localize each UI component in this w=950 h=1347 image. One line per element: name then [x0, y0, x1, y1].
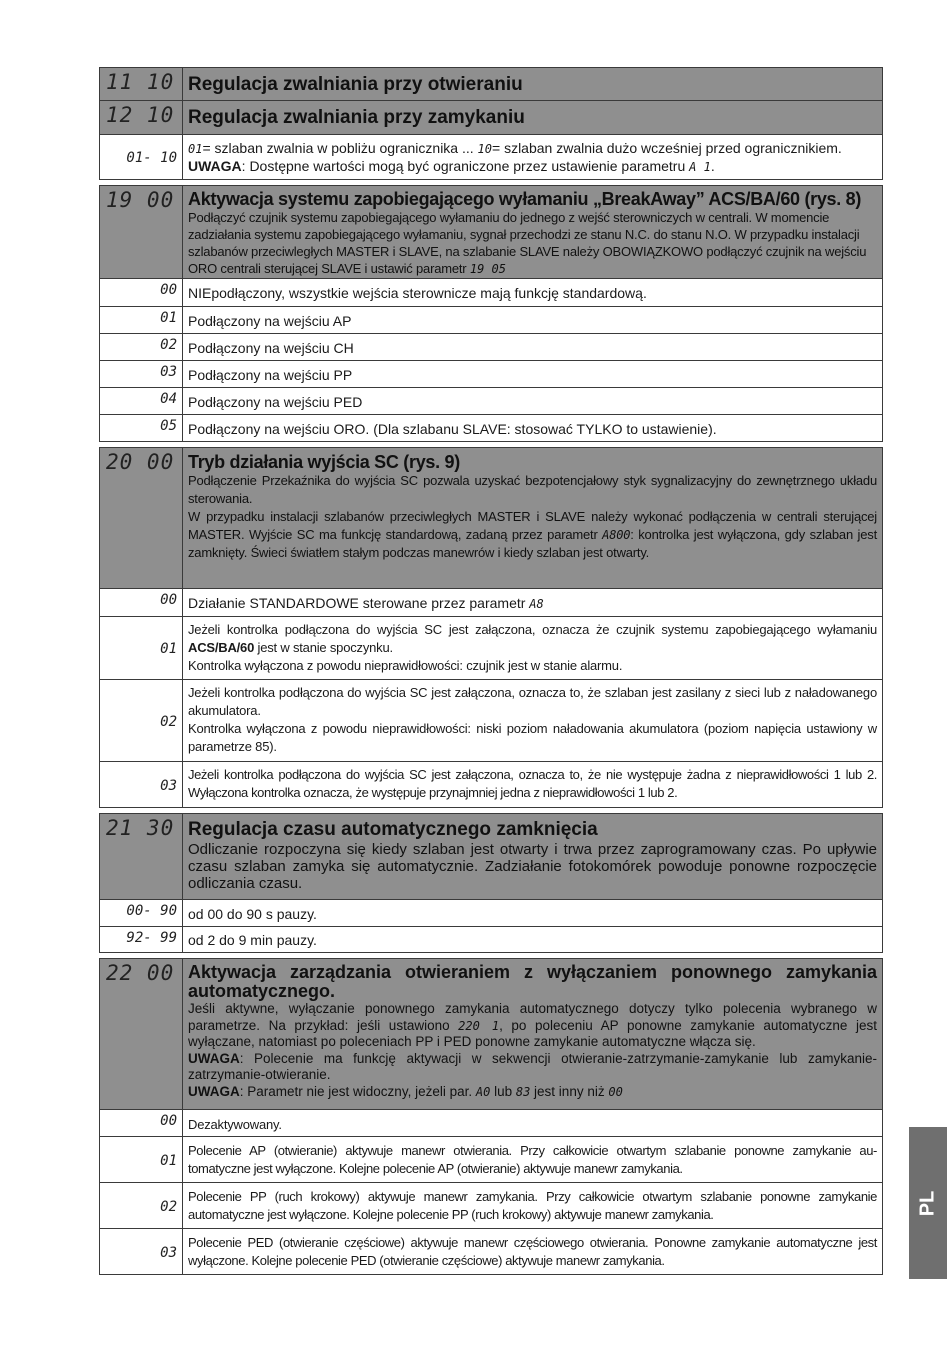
param-value-row: 01 Jeżeli kontrolka podłączona do wyjścia SC jest załączona, oznacza że czujnik systemu zapobiegającego wyłamaniu ACS/BA/60 jest w stanie spoczynku. Kontrolka wyłączona z powodu nieprawidłowości: czujnik jest w stanie alarmu.: [99, 617, 883, 680]
param-code: 11 10: [100, 68, 183, 100]
param-row-21: [99, 813, 883, 900]
param-title: Regulacja zwalniania przy zamykaniu: [188, 107, 525, 128]
param-title: Regulacja czasu automatycznego zamknięcia: [188, 819, 598, 840]
param-value-row: 00 Dezaktywowany.: [99, 1110, 883, 1137]
param-row-11: [99, 67, 883, 101]
param-title: Aktywacja zarządzania otwieraniem z wyłączaniem ponownego zamykania automatycznego.: [188, 962, 877, 1001]
param-value-row: 00- 90 od 00 do 90 s pauzy.: [99, 900, 883, 927]
value-description: 01= szlaban zwalnia w pobliżu ogranicznika ... 10= szlaban zwalnia dużo wcześniej przed ogranicznikiem. UWAGA: Dostępne wartości mogą być ograniczone przez ustawienie parametru A 1.: [188, 140, 842, 174]
param-title: Tryb działania wyjścia SC (rys. 9): [188, 452, 460, 472]
language-tab: [909, 1127, 947, 1279]
param-value-row: 02 Polecenie PP (ruch krokowy) aktywuje manewr zamykania. Przy całkowicie otwartym szlabanie ponowne zamykanie automatyczne jest wyłączone. Kolejne polecenie PP (ruch krokowy) aktywuje manewr zamykania.: [99, 1183, 883, 1229]
param-description: Jeśli aktywne, wyłączanie ponownego zamykania automatycznego dotyczy tylko polecenia wybranego w parametrze. Na przykład: jeśli ustawiono 220 1, po poleceniu AP ponowne zamykanie automatyczne jest wyłączane, natomiast po poleceniach PP i PED ponowne zamykanie automatyczne włącza się.: [188, 1001, 878, 1049]
param-row-19: 19 00 Aktywacja systemu zapobiegającego wyłamaniu „BreakAway” ACS/BA/60 (rys. 8) Podłączyć czujnik systemu zapobiegającego wyłamaniu do jednego z wejść sterowniczych w centrali. W momencie zadziałania systemu zapobiegającego wyłamaniu, sygnał przechodzi ze stanu N.C. do stanu N.O. W przypadku instalacji szlabanów przeciwległych MASTER i SLAVE, na szlabanie SLAVE należy OBOWIĄZKOWO podłączyć czujnik na wejściu ORO centrali sterującej SLAVE i ustawić parametr 19 05: [99, 185, 883, 279]
param-value-row: 03 Podłączony na wejściu PP: [99, 361, 883, 388]
warning-label: UWAGA: [188, 158, 242, 174]
param-value-row: 03 Polecenie PED (otwieranie częściowe) aktywuje manewr częściowego otwierania. Ponowne zamykanie automatyczne jest wyłączone. Kolejne polecenie PED (otwieranie częściowe) aktywuje manewr zamykania.: [99, 1229, 883, 1275]
param-value-row: [99, 135, 883, 180]
param-row-20: [99, 447, 883, 589]
warning-label: UWAGA: [188, 1083, 240, 1099]
value-code: 01- 10: [100, 135, 183, 179]
param-code: 12 10: [100, 101, 183, 134]
param-value-row: 92- 99 od 2 do 9 min pauzy.: [99, 927, 883, 953]
param-title: Regulacja zwalniania przy otwieraniu: [188, 74, 523, 95]
param-code: 22 00: [100, 959, 183, 1109]
param-code: 20 00: [100, 448, 183, 588]
param-value-row: 05 Podłączony na wejściu ORO. (Dla szlabanu SLAVE: stosować TYLKO to ustawienie).: [99, 415, 883, 442]
param-code: 19 00: [100, 186, 183, 278]
parameter-table: [99, 67, 883, 1275]
param-value-row: 00 NIEpodłączony, wszystkie wejścia sterownicze mają funkcję standardową.: [99, 279, 883, 307]
param-value-row: 02 Jeżeli kontrolka podłączona do wyjścia SC jest załączona, oznacza to, że szlaban jest zasilany z sieci lub z naładowanego akumulatora. Kontrolka wyłączona z powodu nieprawidłowości: niski poziom naładowania akumulatora (poziom napięcia ustawiony w parametrze 85).: [99, 680, 883, 762]
param-value-row: 01 Podłączony na wejściu AP: [99, 307, 883, 334]
param-value-row: 02 Podłączony na wejściu CH: [99, 334, 883, 361]
param-description: Odliczanie rozpoczyna się kiedy szlaban jest otwarty i trwa przez zaprogramowany czas. Po upływie czasu szlaban zamyka się automatycznie. Zadziałanie fotokomórek powoduje ponowne rozpoczęcie odliczania czasu.: [188, 841, 877, 892]
param-value-row: 04 Podłączony na wejściu PED: [99, 388, 883, 415]
param-description: Podłączenie Przekaźnika do wyjścia SC pozwala uzyskać bezpotencjałowy styk sygnalizacyjny do zewnętrznego układu sterowania.: [188, 473, 877, 506]
param-value-row: 03 Jeżeli kontrolka podłączona do wyjścia SC jest załączona, oznacza to, że nie występuje żadna z nieprawidłowości 1 lub 2. Wyłączona kontrolka oznacza, że występuje przynajmniej jedna z nieprawidłowości 1 lub 2.: [99, 762, 883, 808]
param-value-row: 00 Działanie STANDARDOWE sterowane przez parametr A8: [99, 589, 883, 617]
param-code: 21 30: [100, 814, 183, 899]
language-label: PL: [916, 1190, 939, 1216]
param-description: W przypadku instalacji szlabanów przeciwległych MASTER i SLAVE należy wykonać podłączenia w centrali sterującej MASTER. Wyjście SC ma funkcję standardową, zadaną przez parametr A800: kontrolka jest wyłączona, gdy szlaban jest zamknięty. Świeci światłem stałym podczas manewrów i kiedy szlaban jest otwarty.: [188, 509, 877, 560]
param-row-22: 22 00 Aktywacja zarządzania otwieraniem z wyłączaniem ponownego zamykania automatycznego. Jeśli aktywne, wyłączanie ponownego zamykania automatycznego dotyczy tylko polecenia wybranego w parametrze. Na przykład: jeśli ustawiono 220 1, po poleceniu AP ponowne zamykanie automatyczne jest wyłączane, natomiast po poleceniach PP i PED ponowne zamykanie automatyczne włącza się. UWAGA: Polecenie ma funkcję aktywacji w sekwencji otwieranie-zatrzymanie-zamykanie lub zamykanie-zatrzymanie-otwieranie. UWAGA: Parametr nie jest widoczny, jeżeli par. A0 lub 83 jest inny niż 00: [99, 958, 883, 1110]
param-row-12: [99, 101, 883, 135]
param-title: Aktywacja systemu zapobiegającego wyłamaniu „BreakAway” ACS/BA/60 (rys. 8): [188, 189, 862, 209]
param-value-row: 01 Polecenie AP (otwieranie) aktywuje manewr otwierania. Przy całkowicie otwartym szlabanie ponowne zamykanie au-tomatyczne jest wyłączone. Kolejne polecenie AP (otwieranie) aktywuje manewr zamykania.: [99, 1137, 883, 1183]
warning-label: UWAGA: [188, 1050, 240, 1066]
param-description: Podłączyć czujnik systemu zapobiegającego wyłamaniu do jednego z wejść sterowniczych w centrali. W momencie zadziałania systemu zapobiegającego wyłamaniu, sygnał przechodzi ze stanu N.C. do stanu N.O. W przypadku instalacji szlabanów przeciwległych MASTER i SLAVE, na szlabanie SLAVE należy OBOWIĄZKOWO podłączyć czujnik na wejściu ORO centrali sterującej SLAVE i ustawić parametr: [188, 210, 867, 276]
